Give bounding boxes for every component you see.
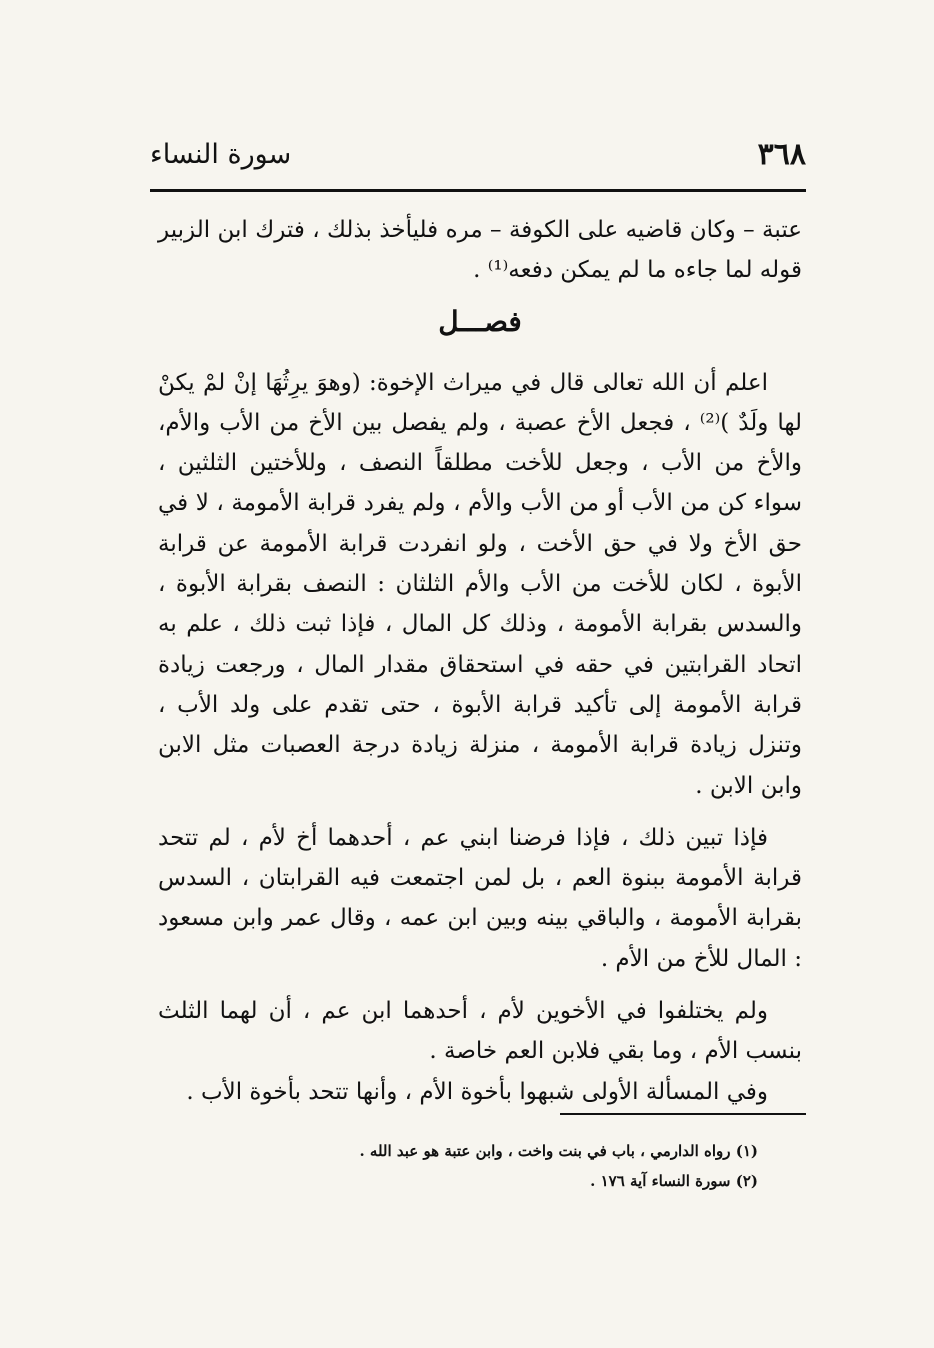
- footnote-rule: [560, 1113, 806, 1115]
- footnote-1: (١) رواه الدارمي ، باب في بنت واخت ، وابن عتبة هو عبد الله .: [359, 1142, 758, 1160]
- footnotes: [200, 1136, 758, 1196]
- paragraph: وفي المسألة الأولى شبهوا بأخوة الأم ، وأنها تتحد بأخوة الأب .: [186, 1078, 768, 1105]
- paragraph-continuation: عتبة – وكان قاضيه على الكوفة – مره فليأخذ بذلك ، فترك ابن الزبير قوله لما جاءه ما لم يمكن دفعه⁽¹⁾ .: [158, 217, 802, 284]
- paragraph: اعلم أن الله تعالى قال في ميراث الإخوة: (وهوَ يرِثُهَا إنْ لمْ يكنْ لها ولَدٌ )⁽²⁾ ، فجعل الأخ عصبة ، ولم يفصل بين الأخ من الأب والأم، والأخ من الأب ، وجعل للأخت مطلقاً النصف ، وللأختين الثلثين ، سواء كن من الأب أو من الأب والأم ، ولم يفرد قرابة الأمومة ، لا في حق الأخ ولا في حق الأخت ، ولو انفردت قرابة الأمومة عن قرابة الأبوة ، لكان للأخت من الأب والأم الثلثان : النصف بقرابة الأبوة ، والسدس بقرابة الأمومة ، وذلك كل المال ، فإذا ثبت ذلك ، علم به اتحاد القرابتين في حقه في استحقاق مقدار المال ، ورجعت زيادة قرابة الأمومة إلى تأكيد قرابة الأبوة ، حتى تقدم على ولد الأب ، وتنزل زيادة قرابة الأمومة ، منزلة زيادة درجة العصبات مثل الابن وابن الابن .: [158, 369, 802, 799]
- running-title: سورة النساء: [150, 138, 292, 170]
- paragraph: ولم يختلفوا في الأخوين لأم ، أحدهما ابن عم ، أن لهما الثلث بنسب الأم ، وما بقي فلابن العم خاصة .: [158, 998, 802, 1065]
- page-number: ٣٦٨: [757, 136, 806, 172]
- header-rule: [150, 189, 806, 192]
- main-text: [158, 210, 802, 1112]
- paragraph: فإذا تبين ذلك ، فإذا فرضنا ابني عم ، أحدهما أخ لأم ، لم تتحد قرابة الأمومة ببنوة العم ، بل لمن اجتمعت فيه القرابتان ، السدس بقرابة الأمومة ، والباقي بينه وبين ابن عمه ، وقال عمر وابن مسعود : المال للأخ من الأم .: [158, 824, 802, 972]
- section-heading: فصـــل: [438, 304, 522, 338]
- page-header: [150, 128, 806, 180]
- footnote-2: (٢) سورة النساء آية ١٧٦ .: [590, 1172, 758, 1190]
